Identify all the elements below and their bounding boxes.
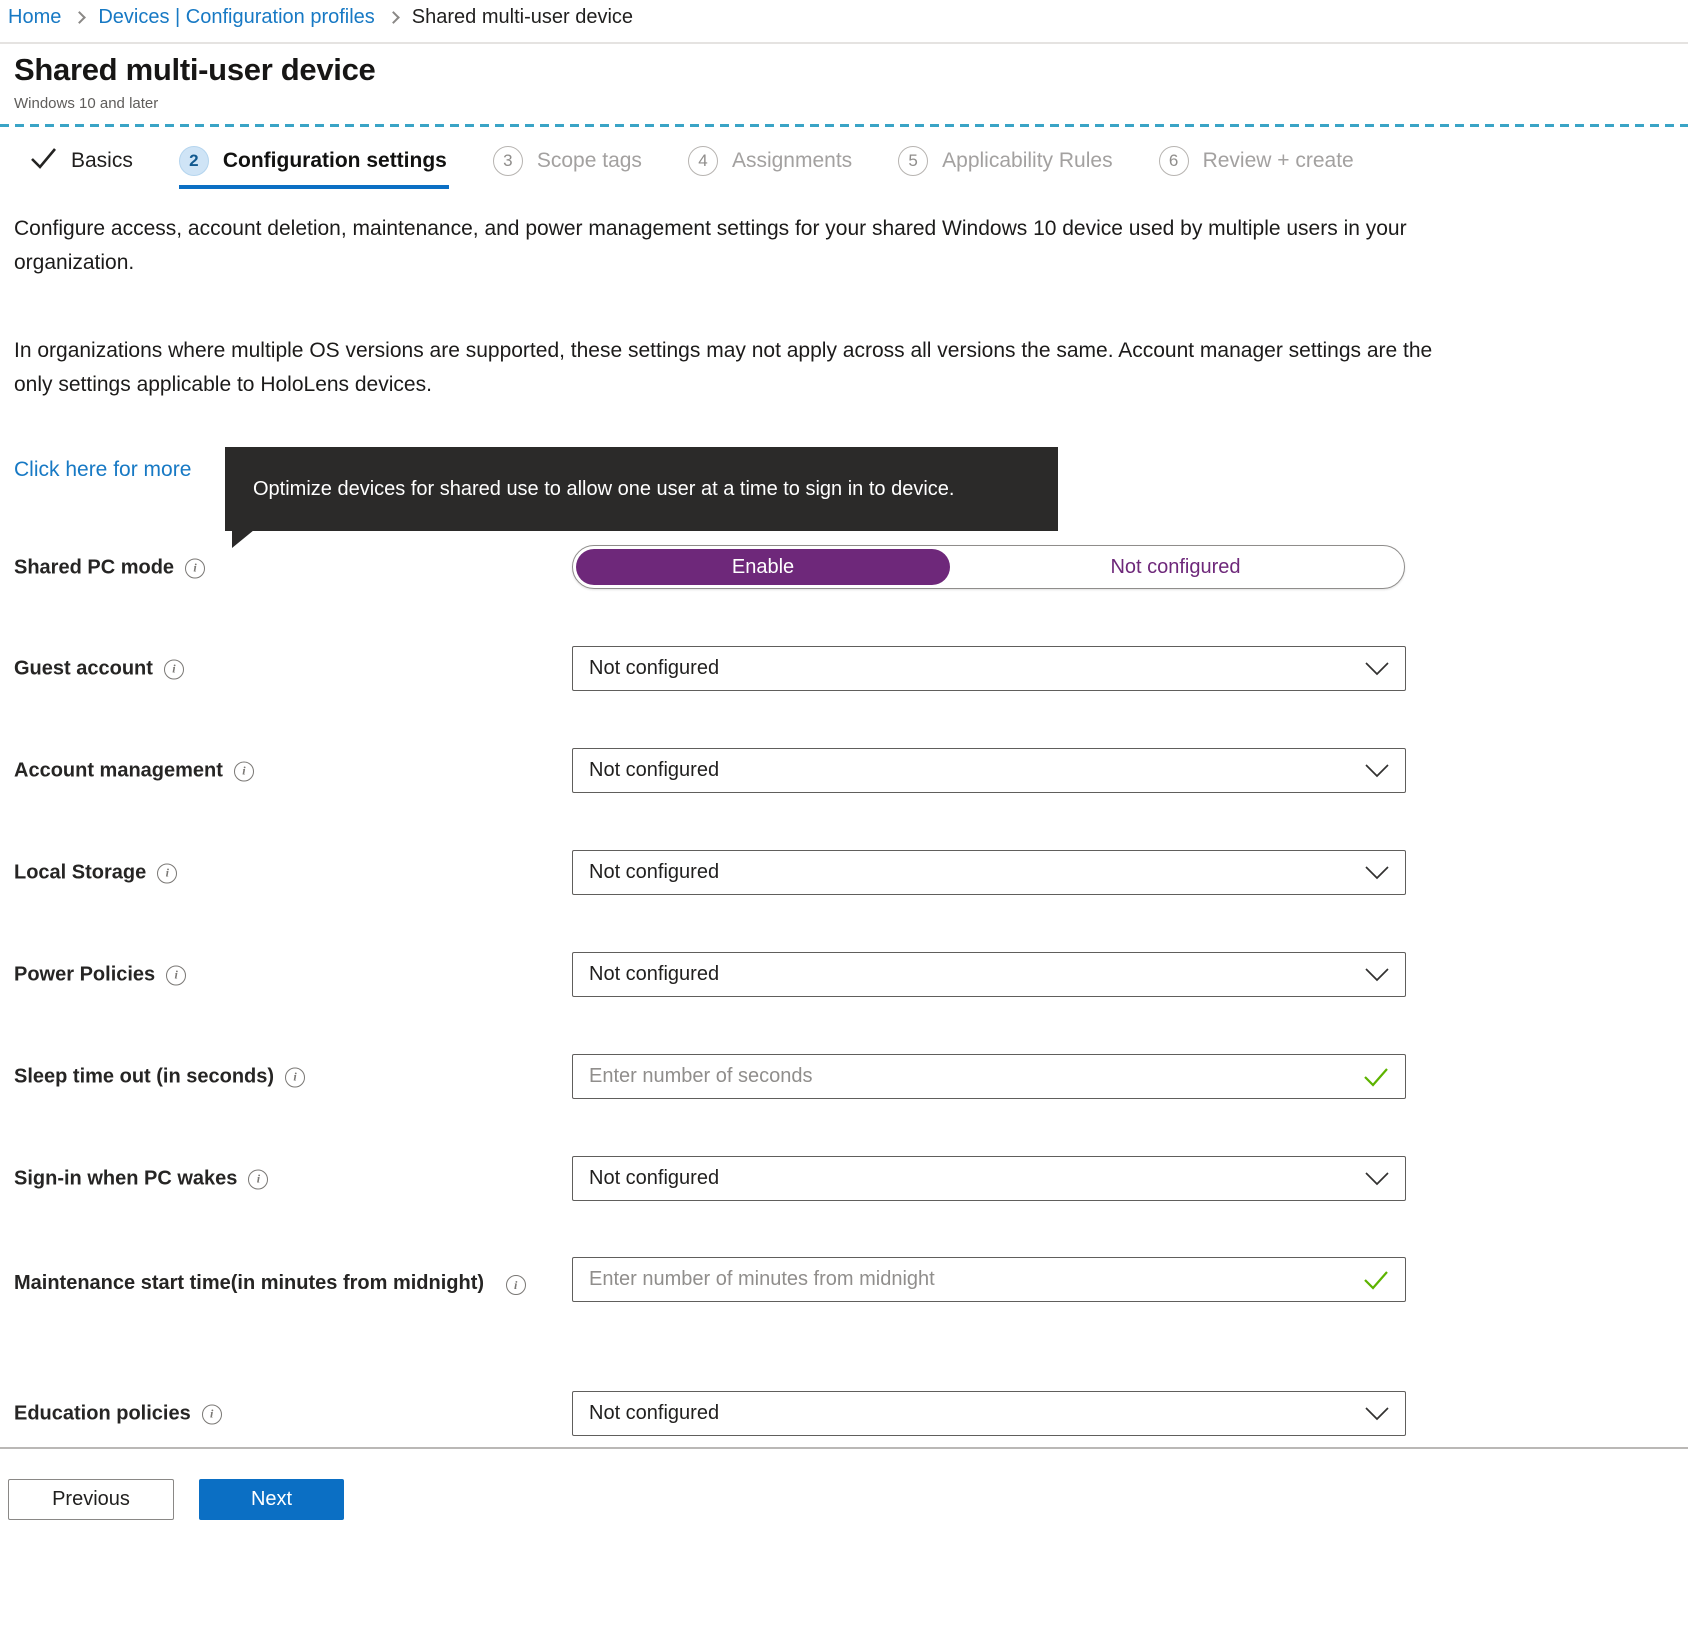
signin-pc-wakes-label: Sign-in when PC wakes — [14, 1167, 238, 1190]
dropdown-value: Not configured — [589, 759, 720, 781]
info-icon[interactable]: i — [285, 1067, 305, 1087]
sleep-timeout-field — [572, 1054, 1406, 1099]
tab-configuration-settings-label: Configuration settings — [222, 149, 447, 172]
account-management-dropdown[interactable] — [572, 748, 1406, 793]
field-label — [14, 1168, 268, 1191]
chevron-down-icon — [1365, 764, 1389, 778]
sleep-timeout-label: Sleep time out (in seconds) — [14, 1065, 275, 1088]
field-label — [14, 557, 205, 580]
info-icon[interactable]: i — [506, 1275, 526, 1295]
chevron-right-icon — [387, 11, 400, 24]
tab-applicability-rules[interactable] — [898, 146, 1112, 176]
form-row-power-policies — [0, 952, 1688, 998]
account-management-label: Account management — [14, 759, 223, 782]
form-row-maintenance-start — [0, 1257, 1688, 1337]
shared-pc-mode-label: Shared PC mode — [14, 556, 175, 579]
previous-button[interactable]: Previous — [8, 1479, 174, 1520]
field-label — [14, 964, 186, 987]
tooltip — [225, 447, 1058, 531]
tab-assignments[interactable] — [688, 146, 852, 176]
breadcrumb-home[interactable]: Home — [8, 6, 62, 28]
dropdown-value: Not configured — [589, 1402, 720, 1424]
dropdown-value: Not configured — [589, 963, 720, 985]
chevron-down-icon — [1365, 662, 1389, 676]
info-icon[interactable]: i — [164, 659, 184, 679]
chevron-down-icon — [1365, 1172, 1389, 1186]
power-policies-label: Power Policies — [14, 963, 156, 986]
field-label — [14, 1403, 222, 1426]
intro-paragraph-1: Configure access, account deletion, maintenance, and power management settings for your shared Windows 10 device used by multiple users in your organization. — [14, 217, 1407, 274]
page-subtitle: Windows 10 and later — [14, 95, 159, 112]
chevron-down-icon — [1365, 1407, 1389, 1421]
tab-assignments-label: Assignments — [731, 149, 853, 172]
field-label — [14, 862, 177, 885]
wizard-steps — [30, 138, 1354, 184]
field-label — [14, 1066, 305, 1089]
chevron-down-icon — [1365, 866, 1389, 880]
maintenance-start-field — [572, 1257, 1406, 1302]
intro-paragraph-2: In organizations where multiple OS versions are supported, these settings may not apply across all versions the same. Account manager settings are the only settings applicable to HoloLens devices. — [14, 339, 1433, 396]
info-icon[interactable]: i — [234, 761, 254, 781]
field-label — [14, 658, 184, 681]
dropdown-value: Not configured — [589, 861, 720, 883]
tab-scope-tags[interactable] — [493, 146, 642, 176]
chevron-right-icon — [73, 11, 86, 24]
form-row-signin-pc-wakes — [0, 1156, 1688, 1202]
form-row-local-storage — [0, 850, 1688, 896]
form-row-shared-pc-mode — [0, 545, 1688, 591]
step-number-badge: 4 — [688, 146, 718, 176]
tab-review-create[interactable] — [1159, 146, 1354, 176]
info-icon[interactable]: i — [157, 863, 177, 883]
valid-check-icon — [1363, 1067, 1389, 1087]
footer-divider — [0, 1447, 1688, 1449]
dashed-divider — [0, 124, 1688, 127]
form-row-sleep-timeout — [0, 1054, 1688, 1100]
breadcrumb-current: Shared multi-user device — [411, 6, 634, 28]
breadcrumb — [8, 6, 633, 29]
form-row-education-policies — [0, 1391, 1688, 1437]
step-number-badge: 5 — [898, 146, 928, 176]
step-number-badge: 6 — [1159, 146, 1189, 176]
tooltip-text: Optimize devices for shared use to allow one user at a time to sign in to device. — [253, 477, 955, 500]
page-title: Shared multi-user device — [14, 52, 376, 87]
valid-check-icon — [1363, 1270, 1389, 1290]
education-policies-dropdown[interactable] — [572, 1391, 1406, 1436]
maintenance-start-label: Maintenance start time(in minutes from midnight) — [14, 1272, 485, 1294]
toggle-option-enable[interactable]: Enable — [576, 549, 950, 585]
step-number-badge: 2 — [179, 146, 209, 176]
step-number-badge: 3 — [493, 146, 523, 176]
field-label — [14, 760, 254, 783]
tab-applicability-rules-label: Applicability Rules — [942, 149, 1113, 172]
toggle-option-not-configured[interactable]: Not configured — [1110, 555, 1241, 578]
shared-pc-mode-toggle — [572, 545, 1405, 589]
signin-pc-wakes-dropdown[interactable] — [572, 1156, 1406, 1201]
sleep-timeout-input[interactable] — [589, 1065, 1353, 1088]
guest-account-label: Guest account — [14, 657, 153, 680]
tab-basics-label: Basics — [71, 149, 133, 172]
maintenance-start-input[interactable] — [589, 1268, 1353, 1291]
info-icon[interactable]: i — [248, 1169, 268, 1189]
guest-account-dropdown[interactable] — [572, 646, 1406, 691]
info-icon[interactable]: i — [202, 1404, 222, 1424]
tab-basics[interactable] — [30, 147, 133, 175]
next-button[interactable]: Next — [199, 1479, 344, 1520]
dropdown-value: Not configured — [589, 657, 720, 679]
chevron-down-icon — [1365, 968, 1389, 982]
field-label — [14, 1263, 570, 1296]
education-policies-label: Education policies — [14, 1402, 191, 1425]
checkmark-icon — [30, 147, 57, 175]
local-storage-dropdown[interactable] — [572, 850, 1406, 895]
info-icon[interactable]: i — [166, 965, 186, 985]
more-info-link[interactable]: Click here for more — [14, 458, 192, 481]
breadcrumb-config-profiles[interactable]: Devices | Configuration profiles — [98, 6, 375, 28]
tab-scope-tags-label: Scope tags — [536, 149, 642, 172]
dropdown-value: Not configured — [589, 1167, 720, 1189]
tab-review-create-label: Review + create — [1202, 149, 1354, 172]
info-icon[interactable]: i — [185, 558, 205, 578]
power-policies-dropdown[interactable] — [572, 952, 1406, 997]
form-row-account-management — [0, 748, 1688, 794]
tab-configuration-settings[interactable] — [179, 146, 447, 176]
form-row-guest-account — [0, 646, 1688, 692]
breadcrumb-divider — [0, 42, 1688, 44]
local-storage-label: Local Storage — [14, 861, 147, 884]
